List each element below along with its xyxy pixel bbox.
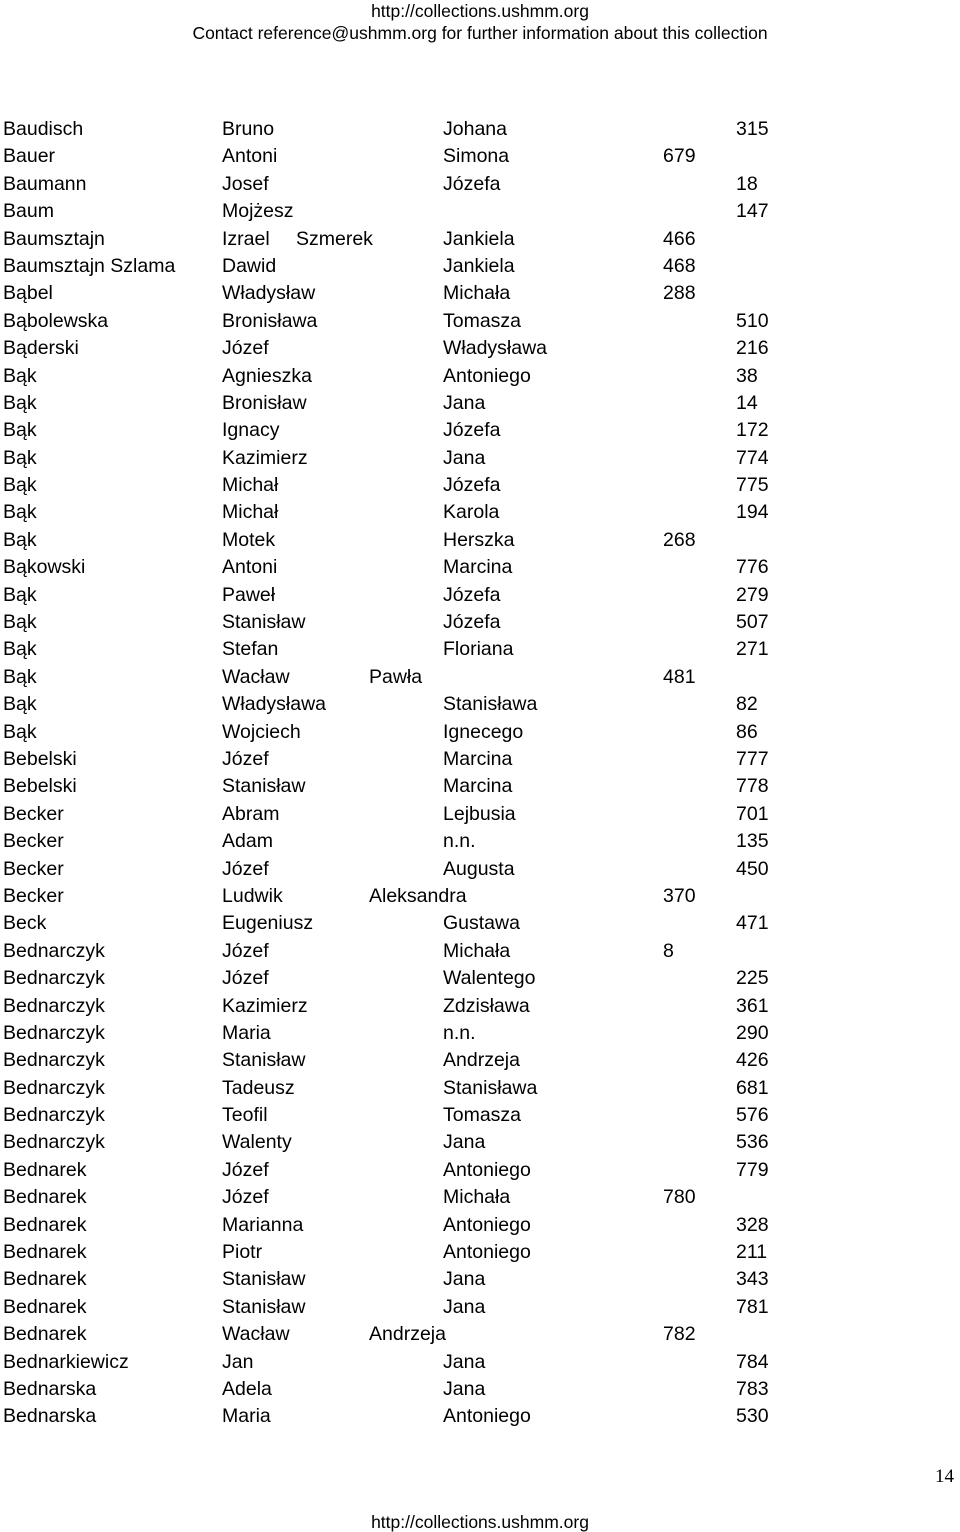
record-first-name: Maria [222,1405,271,1428]
record-row [0,116,960,143]
record-number: 782 [663,1323,696,1346]
record-surname: Bąk [3,665,37,688]
page-number: 14 [935,1466,954,1487]
record-first-name: Bruno [222,118,275,140]
record-first-name: Adam [222,830,273,853]
record-father-name: Augusta [443,857,515,880]
record-surname: Bednarek [3,1268,87,1291]
record-father-name: Józefa [443,474,501,497]
record-surname: Bebelski [3,775,77,798]
record-father-name: n.n. [443,830,476,853]
record-row [0,1020,960,1047]
record-surname: Bednarczyk [3,939,105,962]
record-number: 225 [736,967,769,990]
record-surname: Bąk [3,446,37,469]
record-row [0,1184,960,1211]
record-number: 530 [736,1405,769,1428]
record-first-name: Michał [222,501,279,524]
record-surname: Bednarczyk [3,967,105,990]
record-number: 315 [736,118,769,140]
record-father-name: Andrzeja [443,1049,520,1072]
record-number: 481 [663,665,696,688]
record-surname: Baumsztajn [3,227,105,250]
record-number: 147 [736,200,769,223]
record-first-name: Josef [222,172,269,195]
record-number: 288 [663,282,696,305]
record-row [0,554,960,581]
record-number: 172 [736,419,769,442]
record-number: 279 [736,583,769,606]
record-surname: Bąk [3,693,37,716]
record-surname: Bednarczyk [3,1131,105,1154]
record-row [0,499,960,526]
record-father-name: Jana [443,1350,486,1373]
record-row [0,746,960,773]
record-first-name: Władysław [222,282,316,305]
record-surname: Baudisch [3,118,84,140]
record-surname: Bebelski [3,747,77,770]
record-first-name: Motek [222,528,276,551]
record-surname: Bąk [3,720,37,743]
record-number: 86 [736,720,758,743]
record-row [0,801,960,828]
record-first-name: Józef [222,1186,269,1209]
record-row [0,856,960,883]
record-first-name: Antoni [222,556,278,579]
record-first-name: Stanisław [222,1295,306,1318]
record-surname: Bednarkiewicz [3,1350,129,1373]
record-row [0,445,960,472]
record-surname: Bednarczyk [3,1021,105,1044]
record-number: 775 [736,474,769,497]
record-father-name: Józefa [443,419,501,442]
record-first-name: Agnieszka [222,364,312,387]
record-surname: Bąk [3,583,37,606]
record-row [0,1349,960,1376]
record-first-name: Marianna [222,1213,304,1236]
record-surname: Bąk [3,391,37,414]
record-surname: Bąk [3,474,37,497]
record-row [0,1157,960,1184]
record-father-name: Antoniego [443,1405,531,1428]
record-surname: Bednarek [3,1213,87,1236]
record-row [0,828,960,855]
record-first-name: Wacław [222,665,290,688]
record-father-name: Marcina [443,775,513,798]
record-surname: Bednarczyk [3,994,105,1017]
record-row [0,253,960,280]
record-number: 14 [736,391,758,414]
record-first-name: Ignacy [222,419,280,442]
record-first-name: Wojciech [222,720,301,743]
record-father-name: Herszka [443,528,515,551]
record-surname: Bednarczyk [3,1049,105,1072]
record-number: 271 [736,638,769,661]
record-first-name: Teofil [222,1104,268,1127]
record-first-name: Tadeusz [222,1076,295,1099]
record-row [0,226,960,253]
record-first-name: Michał [222,474,279,497]
record-row [0,1129,960,1156]
record-father-name: Walentego [443,967,536,990]
record-row [0,363,960,390]
record-row [0,664,960,691]
record-father-name: Jana [443,1295,486,1318]
record-father-name: Józefa [443,172,501,195]
record-father-name: Karola [443,501,500,524]
record-first-name: Stanisław [222,1049,306,1072]
record-row [0,636,960,663]
record-father-name: Lejbusia [443,802,516,825]
record-row [0,308,960,335]
record-number: 471 [736,912,769,935]
record-surname: Bąk [3,501,37,524]
record-row [0,609,960,636]
record-surname: Bauer [3,145,56,168]
record-surname: Bąk [3,611,37,634]
record-father-name: Tomasza [443,1104,522,1127]
record-first-name: Stefan [222,638,279,661]
record-number: 780 [663,1186,696,1209]
record-number: 268 [663,528,696,551]
record-father-name: Józefa [443,611,501,634]
record-father-name: Józefa [443,583,501,606]
record-row [0,417,960,444]
records-list [0,116,960,1431]
record-row [0,143,960,170]
record-number: 82 [736,693,758,716]
record-father-name: Antoniego [443,1241,531,1264]
record-row [0,1376,960,1403]
record-first-name: Antoni [222,145,278,168]
record-first-name: Stanisław [222,1268,306,1291]
record-first-name: Stanisław [222,611,306,634]
record-father-name: Ignecego [443,720,524,743]
record-first-name: Józef [222,747,269,770]
record-father-name: Marcina [443,556,513,579]
record-first-name: Bronisław [222,391,307,414]
record-row [0,472,960,499]
record-surname: Baumsztajn Szlama [3,254,176,277]
record-father-name: Tomasza [443,309,522,332]
record-father-name: Jana [443,446,486,469]
record-number: 135 [736,830,769,853]
record-first-name: Adela [222,1377,272,1400]
record-surname: Becker [3,857,64,880]
record-father-name: Michała [443,939,511,962]
header-url[interactable]: http://collections.ushmm.org [371,1,589,21]
record-first-name: Walenty [222,1131,292,1154]
record-number: 343 [736,1268,769,1291]
record-row [0,335,960,362]
record-surname: Bąderski [3,337,79,360]
record-number: 781 [736,1295,769,1318]
record-number: 681 [736,1076,769,1099]
record-row [0,965,960,992]
record-row [0,938,960,965]
record-surname: Baum [3,200,54,223]
record-father-name: Jana [443,1131,486,1154]
record-surname: Bednarska [3,1405,97,1428]
record-number: 510 [736,309,769,332]
record-row [0,198,960,225]
record-number: 216 [736,337,769,360]
record-surname: Bąbolewska [3,309,109,332]
record-number: 779 [736,1158,769,1181]
record-surname: Bednarek [3,1323,87,1346]
record-number: 507 [736,611,769,634]
record-surname: Bednarek [3,1241,87,1264]
record-father-name: Stanisława [443,693,538,716]
record-first-name: Władysława [222,693,327,716]
record-surname: Bednarek [3,1158,87,1181]
record-father-name: Floriana [443,638,514,661]
record-number: 701 [736,802,769,825]
record-father-name: Johana [443,118,507,140]
record-surname: Becker [3,802,64,825]
record-first-name: Eugeniusz [222,912,314,935]
record-father-name: Gustawa [443,912,520,935]
record-number: 783 [736,1377,769,1400]
record-number: 777 [736,747,769,770]
record-father-name: Jankiela [443,227,515,250]
record-first-name: Abram [222,802,280,825]
record-surname: Bednarska [3,1377,97,1400]
record-surname: Baumann [3,172,87,195]
record-first-name: Izrael [222,227,270,250]
record-row [0,582,960,609]
record-surname: Bednarek [3,1295,87,1318]
record-second-name: Szmerek [296,227,373,250]
record-first-name: Ludwik [222,884,283,907]
record-first-name: Kazimierz [222,446,308,469]
record-father-name: Jankiela [443,254,515,277]
record-row [0,883,960,910]
record-surname: Bąk [3,364,37,387]
record-number: 466 [663,227,696,250]
record-surname: Bednarek [3,1186,87,1209]
record-first-name: Paweł [222,583,276,606]
record-first-name: Dawid [222,254,277,277]
record-surname: Beck [3,912,47,935]
record-father-name: n.n. [443,1021,476,1044]
record-father-name: Michała [443,282,511,305]
record-father-name: Aleksandra [369,884,467,907]
record-row [0,1403,960,1430]
record-father-name: Andrzeja [369,1323,446,1346]
header-contact: Contact reference@ushmm.org for further information about this collection [192,23,768,43]
record-surname: Bąk [3,638,37,661]
record-number: 426 [736,1049,769,1072]
record-number: 38 [736,364,758,387]
record-father-name: Simona [443,145,510,168]
record-first-name: Józef [222,939,269,962]
record-father-name: Pawła [369,665,423,688]
record-surname: Becker [3,884,64,907]
record-first-name: Wacław [222,1323,290,1346]
record-number: 18 [736,172,758,195]
record-row [0,1239,960,1266]
record-first-name: Piotr [222,1241,263,1264]
record-number: 328 [736,1213,769,1236]
record-number: 8 [663,939,674,962]
record-row [0,1047,960,1074]
record-row [0,719,960,746]
record-row [0,1321,960,1348]
record-surname: Bąk [3,528,37,551]
record-father-name: Marcina [443,747,513,770]
record-father-name: Antoniego [443,1213,531,1236]
record-first-name: Józef [222,967,269,990]
record-father-name: Władysława [443,337,548,360]
record-first-name: Mojżesz [222,200,294,223]
record-row [0,773,960,800]
record-surname: Bąkowski [3,556,86,579]
record-number: 778 [736,775,769,798]
record-father-name: Michała [443,1186,511,1209]
record-number: 370 [663,884,696,907]
record-row [0,171,960,198]
record-number: 468 [663,254,696,277]
record-number: 679 [663,145,696,168]
record-row [0,1075,960,1102]
record-father-name: Zdzisława [443,994,530,1017]
record-first-name: Józef [222,857,269,880]
record-row [0,1212,960,1239]
record-number: 784 [736,1350,769,1373]
record-father-name: Jana [443,1268,486,1291]
record-row [0,1294,960,1321]
record-number: 536 [736,1131,769,1154]
record-first-name: Józef [222,1158,269,1181]
record-number: 290 [736,1021,769,1044]
record-row [0,1266,960,1293]
record-row [0,280,960,307]
record-father-name: Antoniego [443,364,531,387]
record-first-name: Maria [222,1021,271,1044]
record-father-name: Jana [443,391,486,414]
record-number: 361 [736,994,769,1017]
record-number: 576 [736,1104,769,1127]
record-row [0,691,960,718]
record-first-name: Stanisław [222,775,306,798]
record-surname: Bąbel [3,282,53,305]
record-first-name: Jan [222,1350,254,1373]
record-number: 211 [736,1241,768,1264]
footer-url[interactable]: http://collections.ushmm.org [371,1512,589,1532]
record-first-name: Bronisława [222,309,318,332]
record-row [0,527,960,554]
record-number: 774 [736,446,769,469]
record-number: 450 [736,857,769,880]
record-row [0,390,960,417]
record-surname: Bednarczyk [3,1104,105,1127]
record-first-name: Kazimierz [222,994,308,1017]
record-first-name: Józef [222,337,269,360]
record-surname: Bednarczyk [3,1076,105,1099]
record-row [0,993,960,1020]
record-father-name: Antoniego [443,1158,531,1181]
record-surname: Bąk [3,419,37,442]
record-father-name: Jana [443,1377,486,1400]
record-row [0,1102,960,1129]
record-father-name: Stanisława [443,1076,538,1099]
record-number: 194 [736,501,769,524]
record-row [0,910,960,937]
record-number: 776 [736,556,769,579]
record-surname: Becker [3,830,64,853]
